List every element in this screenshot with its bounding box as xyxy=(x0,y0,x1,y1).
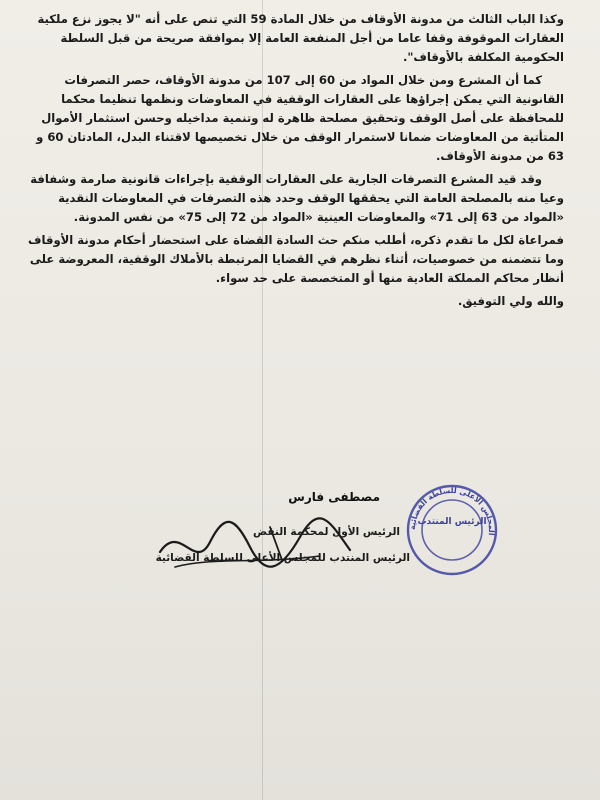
signatory-name: مصطفى فارس xyxy=(288,490,380,504)
stamp-ring-icon xyxy=(404,482,500,578)
paragraph-2: كما أن المشرع ومن خلال المواد من 60 إلى 107 من مدونة الأوقاف، حصر التصرفات القانونية التي يمكن إجراؤها على العقارات الوقفية في المعاوضات ونظمها تنظيما محكما للمحافظة على أصل الوقف وتحقيق مصلحة ظاهرة له وتنمية مداخيله وحسن استثمار الأموال المتأتية من المعاوضات ضمانا لاستمرار الوقف من خلال تخصيصها لاقتناء البدل، المادتان 60 و 63 من مدونة الأوقاف. xyxy=(36,73,564,163)
letter-body xyxy=(28,10,564,315)
stamp-center-text: الرئيس المنتدب xyxy=(417,517,487,527)
official-stamp xyxy=(404,482,500,578)
signatory-title-2: الرئيس المنتدب للمجلس الأعلى للسلطة القضائية xyxy=(155,552,410,564)
paragraph-3: وقد قيد المشرع التصرفات الجارية على العقارات الوقفية بإجراءات قانونية صارمة وشفافة وعيا منه بالمصلحة العامة التي يحققها الوقف وحدد هذه التصرفات في المعاوضات النقدية «المواد من 63 إلى 71» والمعاوضات العينية «المواد من 72 إلى 75» من نفس المدونة. xyxy=(30,172,564,224)
paragraph-1: وكذا الباب الثالث من مدونة الأوقاف من خلال المادة 59 التي تنص على أنه "لا يجوز نزع ملكية العقارات الموقوفة وقفا عاما من أجل المنفعة العامة إلا بموافقة صريحة من قبل السلطة الحكومية المكلفة بالأوقاف". xyxy=(37,12,564,64)
handwritten-signature xyxy=(150,512,360,582)
signatory-title-1: الرئيس الأول لمحكمة النقض xyxy=(253,526,400,538)
paragraph-4: فمراعاة لكل ما تقدم ذكره، أطلب منكم حث السادة القضاة على استحضار أحكام مدونة الأوقاف وما تتضمنه من خصوصيات، أثناء نظرهم في القضايا المرتبطة بالأملاك الوقفية، المعروضة على أنظار محاكم المملكة العادية منها أو المتخصصة على حد سواء. xyxy=(28,233,564,285)
closing-line: والله ولي التوفيق. xyxy=(457,294,564,308)
svg-text:المجلس الأعلى للسلطة القضائية xyxy=(408,486,496,536)
signature-block xyxy=(110,482,530,612)
stamp-ring-text: المجلس الأعلى للسلطة القضائية xyxy=(407,485,497,536)
